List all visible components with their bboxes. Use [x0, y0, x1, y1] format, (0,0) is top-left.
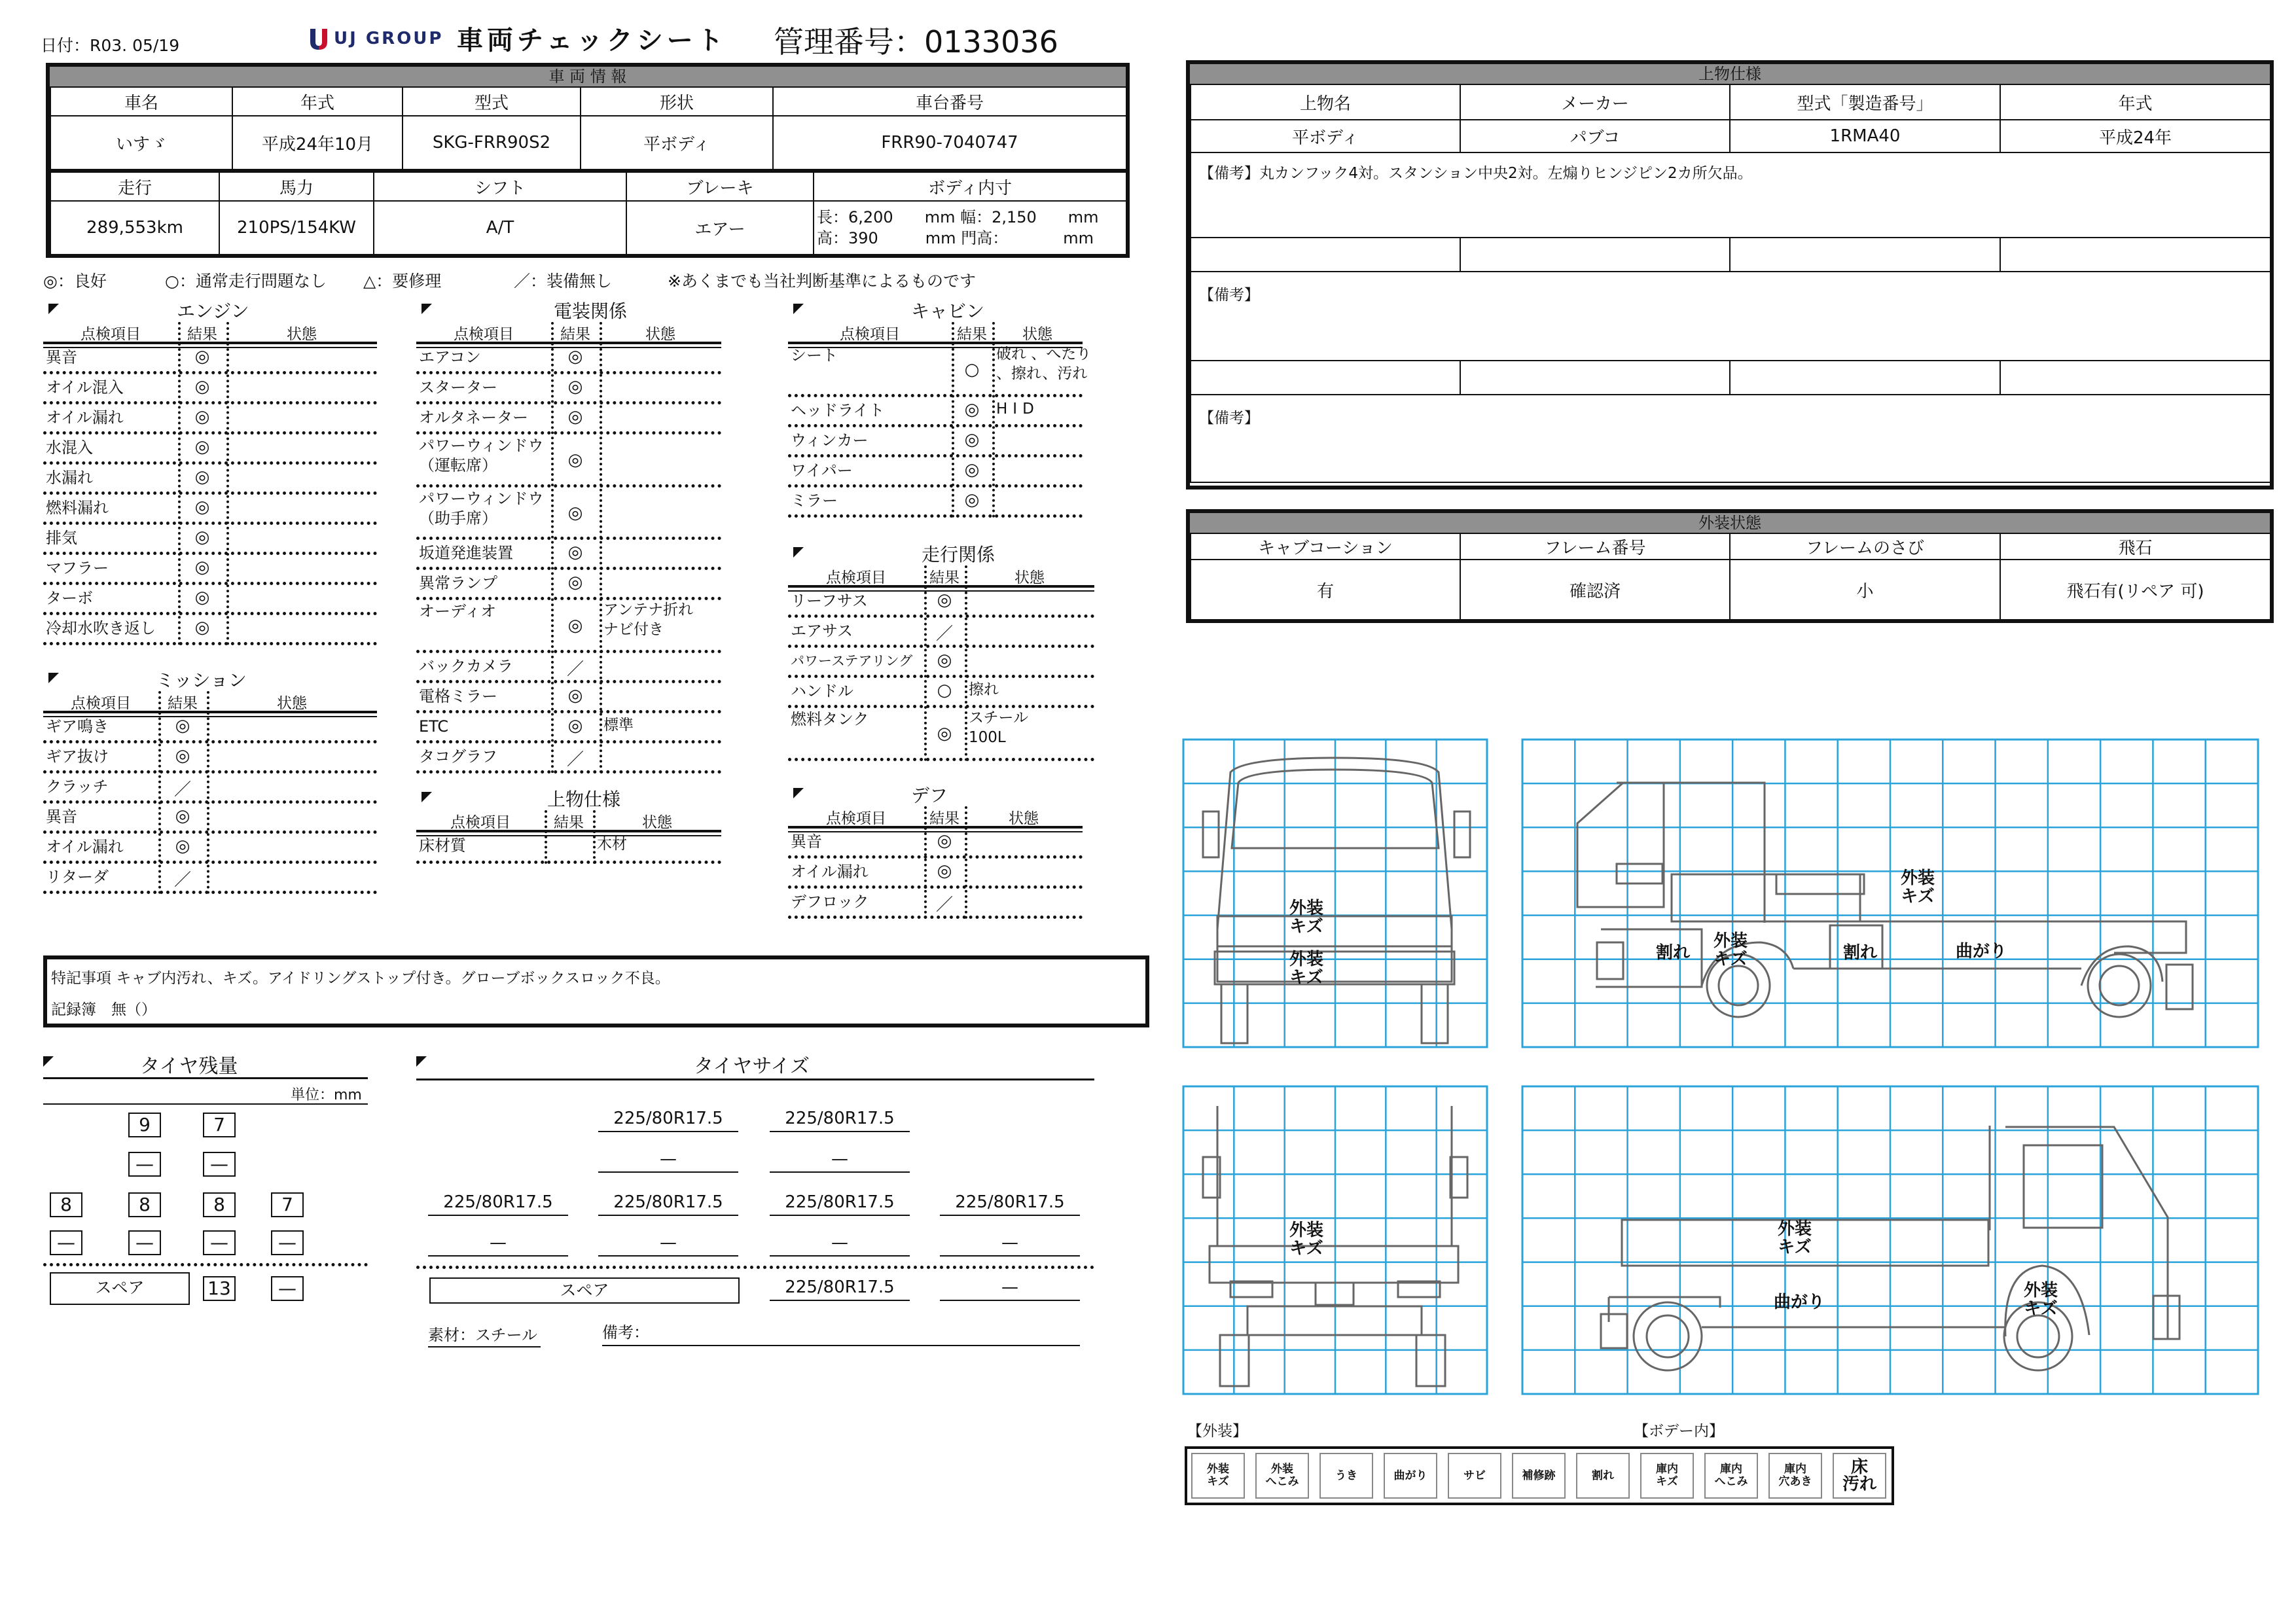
- tire-size-title: タイヤサイズ: [694, 1055, 810, 1078]
- check-item: オイル混入: [46, 378, 124, 397]
- tire-rear-2: 8: [128, 1192, 161, 1217]
- col-result: 結果: [187, 326, 217, 343]
- mileage: 289,553km: [50, 201, 219, 255]
- legend-item-label: 庫内 穴あき: [1768, 1453, 1822, 1499]
- col-item: 点検項目: [71, 695, 131, 712]
- check-item: ギア抜け: [46, 747, 109, 766]
- tire-material: 素材：スチール: [428, 1322, 541, 1347]
- legend-item-crack: [1571, 1448, 1635, 1504]
- col-cab-caution: キャブコーション: [1191, 533, 1460, 560]
- col-item: 点検項目: [826, 569, 886, 586]
- size-spare-sub: —: [940, 1277, 1080, 1301]
- upper-spec-title: 上物仕様: [1190, 64, 2270, 84]
- check-result: ／: [566, 659, 584, 679]
- check-item: 電格ミラー: [419, 687, 497, 705]
- size-spare-label: スペア: [429, 1277, 740, 1304]
- damage-mark: 外装 キズ: [1713, 931, 1748, 969]
- damage-mark: 曲がり: [1956, 942, 2007, 961]
- col-stone-chip: 飛石: [2000, 533, 2270, 560]
- legend-item-rust: [1443, 1448, 1507, 1504]
- upper_small-title: 上物仕様: [547, 789, 621, 810]
- legend-item-inner-dent: [1699, 1448, 1763, 1504]
- col-maker: メーカー: [1460, 84, 1730, 120]
- size-front-left-sub: —: [598, 1149, 738, 1173]
- check-result: ◎: [194, 347, 210, 366]
- legend-item-label: 曲がり: [1384, 1453, 1437, 1499]
- year: 平成24年10月: [232, 116, 403, 169]
- size-front-left: 225/80R17.5: [598, 1109, 738, 1132]
- frame-rust: 小: [1730, 560, 2000, 620]
- check-result: ◎: [567, 377, 583, 397]
- check-item: リターダ: [46, 868, 109, 886]
- engine-title: エンジン: [177, 300, 249, 322]
- check-result: ◎: [964, 490, 980, 510]
- check-item: ターボ: [46, 589, 93, 607]
- legend-item-label: サビ: [1448, 1453, 1501, 1499]
- check-result: ◎: [567, 616, 583, 636]
- chassis-number: FRR90-7040747: [773, 116, 1126, 169]
- tire-front-left: 9: [128, 1113, 161, 1137]
- upper-model: 1RMA40: [1730, 120, 2000, 152]
- upper-name: 平ボディ: [1191, 120, 1460, 152]
- check-item: オイル漏れ: [46, 408, 124, 427]
- check-item: 異音: [46, 348, 77, 366]
- tire-rear-2-sub: —: [128, 1230, 161, 1255]
- check-result: ○: [937, 681, 952, 700]
- check-result: ◎: [194, 437, 210, 457]
- check-result: ／: [935, 895, 953, 915]
- size-rear-4-sub: —: [940, 1233, 1080, 1257]
- check-item: バックカメラ: [419, 656, 513, 675]
- check-item: 坂道発進装置: [419, 544, 513, 562]
- col-model: 型式: [403, 87, 581, 116]
- col-result: 結果: [168, 695, 198, 712]
- body-dims-line2: 高：390 mm 門高： mm: [817, 229, 1094, 247]
- legend-item-label: 外装 へこみ: [1255, 1453, 1309, 1499]
- col-state: 状態: [287, 326, 317, 343]
- check-result: ◎: [194, 407, 210, 427]
- check-item: タコグラフ: [419, 747, 497, 766]
- check-result: ○: [964, 360, 980, 380]
- spare-remaining-sub: —: [271, 1276, 304, 1301]
- size-rear-4: 225/80R17.5: [940, 1192, 1080, 1216]
- vehicle-info-title: 車 両 情 報: [50, 67, 1126, 86]
- check-state: 標準: [603, 716, 634, 734]
- front-truck-outline: [1203, 758, 1470, 1043]
- check-item: リーフサス: [791, 592, 868, 610]
- size-rear-2-sub: —: [598, 1233, 738, 1257]
- col-brake: ブレーキ: [626, 172, 814, 201]
- check-item: パワーウィンドウ （運転席）: [419, 437, 544, 474]
- legend-item-label: 外装 キズ: [1191, 1453, 1245, 1499]
- check-item: 水混入: [46, 438, 93, 457]
- col-state: 状態: [645, 326, 675, 343]
- tire-rear-1-sub: —: [50, 1230, 82, 1255]
- col-state: 状態: [1014, 569, 1045, 586]
- check-item: クラッチ: [46, 777, 109, 796]
- running-title: 走行関係: [922, 544, 996, 565]
- check-item: 冷却水吹き返し: [46, 619, 156, 637]
- tire-front-right-sub: —: [203, 1152, 236, 1177]
- check-state: スチール 100L: [969, 709, 1029, 746]
- date-label: 日付：R03. 05/19: [41, 36, 180, 55]
- check-result: ◎: [567, 685, 583, 705]
- right-side-grid: [1522, 1086, 2258, 1394]
- legend-item-label: うき: [1319, 1453, 1373, 1499]
- col-chassis: 車台番号: [773, 87, 1126, 116]
- legend-item-inner-hole: [1763, 1448, 1827, 1504]
- check-state: HID: [996, 400, 1039, 418]
- size-rear-1: 225/80R17.5: [428, 1192, 568, 1216]
- upper-year: 平成24年: [2000, 120, 2270, 152]
- check-item: スターター: [419, 378, 497, 397]
- size-rear-2: 225/80R17.5: [598, 1192, 738, 1216]
- check-result: ◎: [175, 716, 190, 736]
- maker: パブコ: [1460, 120, 1730, 152]
- tire-rear-3-sub: —: [203, 1230, 236, 1255]
- logo-text: UJ GROUP: [334, 29, 444, 48]
- legend-good: ◎：良好: [43, 272, 107, 291]
- check-item: 異音: [791, 832, 822, 851]
- upper-remark-2: 【備考】: [1191, 272, 2270, 361]
- tire-rear-3: 8: [203, 1192, 236, 1217]
- check-result: ／: [935, 624, 953, 644]
- upper-remark-3: 【備考】: [1191, 395, 2270, 482]
- check-item: デフロック: [791, 893, 869, 911]
- check-item: 排気: [46, 529, 77, 547]
- check-item: エアサス: [791, 622, 853, 640]
- legend-item-label: 割れ: [1576, 1453, 1630, 1499]
- check-result: ◎: [175, 836, 190, 856]
- col-mileage: 走行: [50, 172, 219, 201]
- check-result: ◎: [194, 377, 210, 397]
- check-result: ◎: [937, 861, 952, 881]
- check-item: ワイパー: [791, 461, 853, 480]
- col-item: 点検項目: [81, 326, 141, 343]
- col-item: 点検項目: [840, 326, 900, 343]
- check-result: ◎: [567, 450, 583, 471]
- check-item: パワーウィンドウ （助手席）: [419, 489, 544, 527]
- check-result: ◎: [937, 651, 952, 670]
- col-item: 点検項目: [454, 326, 514, 343]
- col-item: 点検項目: [450, 814, 511, 831]
- col-result: 結果: [929, 569, 960, 586]
- body-dims-line1: 長：6,200 mm 幅：2,150 mm: [817, 208, 1099, 226]
- check-result: ◎: [194, 588, 210, 607]
- legend-item-label: 補修跡: [1512, 1453, 1566, 1499]
- upper-remark-1: 【備考】丸カンフック4対。スタンション中央2対。左煽りヒンジピン2カ所欠品。: [1191, 152, 2270, 238]
- check-result: ◎: [567, 503, 583, 523]
- record-book: 記録簿 無（）: [51, 1001, 156, 1018]
- col-frame-rust: フレームのさび: [1730, 533, 2000, 560]
- tire-rear-4: 7: [271, 1192, 304, 1217]
- damage-mark: 曲がり: [1774, 1293, 1825, 1312]
- check-result: ◎: [937, 831, 952, 851]
- legend-body-label: 【ボデー内】: [1634, 1423, 1724, 1440]
- legend-none: ／：装備無し: [514, 272, 613, 291]
- check-result: ◎: [194, 618, 210, 637]
- col-state: 状態: [642, 814, 672, 831]
- shift: A/T: [374, 201, 626, 255]
- col-item: 点検項目: [826, 810, 886, 827]
- electrical-title: 電装関係: [554, 300, 628, 322]
- check-result: ／: [566, 749, 584, 770]
- power: 210PS/154KW: [219, 201, 374, 255]
- check-result: ◎: [175, 806, 190, 826]
- check-result: ／: [173, 870, 191, 890]
- check-item: オルタネーター: [419, 408, 529, 427]
- col-car-name: 車名: [50, 87, 232, 116]
- tire-remarks: 備考：: [602, 1319, 1080, 1346]
- check-result: ◎: [194, 558, 210, 577]
- damage-mark: 外装 キズ: [1289, 1221, 1324, 1258]
- damage-mark: 割れ: [1656, 943, 1691, 963]
- check-result: ／: [173, 780, 191, 800]
- check-item: 異常ランプ: [419, 574, 497, 592]
- check-item: ギア鳴き: [46, 717, 109, 736]
- check-result: ◎: [964, 399, 980, 419]
- model: SKG-FRR90S2: [403, 116, 581, 169]
- check-item: ETC: [419, 717, 449, 736]
- check-item: オーディオ: [419, 602, 497, 620]
- unit-label: 単位：mm: [291, 1087, 362, 1103]
- check-item: 異音: [46, 808, 77, 826]
- check-item: 燃料漏れ: [46, 499, 109, 517]
- brake: エアー: [626, 201, 814, 255]
- exterior-title: 外装状態: [1190, 513, 2270, 533]
- shape: 平ボディ: [581, 116, 773, 169]
- size-front-right: 225/80R17.5: [770, 1109, 910, 1132]
- check-result: ◎: [567, 715, 583, 736]
- legend-item-lift: [1314, 1448, 1378, 1504]
- col-result: 結果: [929, 810, 960, 827]
- spare-remaining: 13: [203, 1276, 236, 1301]
- size-front-right-sub: —: [770, 1149, 910, 1173]
- damage-mark: 外装 キズ: [1289, 899, 1324, 936]
- check-item: ヘッドライト: [791, 401, 885, 419]
- col-upper-model: 型式「製造番号」: [1730, 84, 2000, 120]
- size-spare: 225/80R17.5: [770, 1277, 910, 1301]
- damage-mark: 外装 キズ: [1778, 1219, 1812, 1257]
- legend-item-scratch: [1186, 1448, 1250, 1504]
- check-result: ◎: [567, 573, 583, 592]
- tire-rear-1: 8: [50, 1192, 82, 1217]
- legend-item-dent: [1250, 1448, 1314, 1504]
- size-rear-3-sub: —: [770, 1233, 910, 1257]
- tire-rear-4-sub: —: [271, 1230, 304, 1255]
- check-result: ◎: [937, 590, 952, 610]
- size-rear-3: 225/80R17.5: [770, 1192, 910, 1216]
- check-item: マフラー: [46, 559, 109, 577]
- col-upper-name: 上物名: [1191, 84, 1460, 120]
- legend-repair: △：要修理: [363, 272, 442, 291]
- rear-view-grid: [1183, 1086, 1487, 1394]
- check-result: ◎: [937, 724, 952, 744]
- check-item: エアコン: [419, 348, 481, 366]
- check-state: 破れ 、へたり 、擦れ、汚れ: [996, 346, 1092, 382]
- special-notes: 特記事項 キャブ内汚れ、キズ。アイドリングストップ付き。グローブボックスロック不良。: [51, 970, 670, 987]
- tire-remaining-title: タイヤ残量: [140, 1055, 238, 1078]
- check-result: ◎: [194, 527, 210, 547]
- col-body-dims: ボディ内寸: [814, 172, 1126, 201]
- col-frame-no: フレーム番号: [1460, 533, 1730, 560]
- legend-item-label: 庫内 キズ: [1640, 1453, 1694, 1499]
- check-item: ウィンカー: [791, 431, 869, 450]
- col-power: 馬力: [219, 172, 374, 201]
- damage-mark: 外装 キズ: [1289, 950, 1324, 988]
- check-item: パワーステアリング: [791, 653, 913, 669]
- check-result: ◎: [567, 543, 583, 562]
- check-result: ◎: [194, 467, 210, 487]
- col-result: 結果: [560, 326, 590, 343]
- legend-item-repair: [1507, 1448, 1571, 1504]
- col-shape: 形状: [581, 87, 773, 116]
- check-item: オイル漏れ: [791, 863, 869, 881]
- check-result: ◎: [964, 429, 980, 450]
- legend-item-bend: [1378, 1448, 1443, 1504]
- control-number: 管理番号：0133036: [774, 24, 1058, 60]
- car-name: いすゞ: [50, 116, 232, 169]
- legend-item-floor-dirt: [1827, 1448, 1892, 1504]
- check-item: 床材質: [419, 836, 466, 855]
- cabin-title: キャビン: [911, 300, 985, 322]
- col-state: 状態: [277, 695, 307, 712]
- damage-mark: 外装 キズ: [1901, 868, 1935, 906]
- page-title: 車両チェックシート: [457, 26, 727, 56]
- col-state: 状態: [1009, 810, 1039, 827]
- check-result: ◎: [964, 459, 980, 480]
- damage-mark: 外装 キズ: [2024, 1281, 2058, 1319]
- col-state: 状態: [1022, 326, 1052, 343]
- check-result: ◎: [194, 497, 210, 517]
- check-item: 燃料タンク: [791, 710, 869, 728]
- legend-item-inner-scratch: [1635, 1448, 1699, 1504]
- col-result: 結果: [554, 814, 584, 831]
- legend-ok: ○：通常走行問題なし: [165, 272, 327, 291]
- check-result: ◎: [175, 746, 190, 766]
- tire-front-right: 7: [203, 1113, 236, 1137]
- check-item: ミラー: [791, 491, 838, 510]
- check-state: 木材: [597, 836, 627, 853]
- col-result: 結果: [957, 326, 987, 343]
- spare-label: スペア: [50, 1272, 190, 1305]
- col-shift: シフト: [374, 172, 626, 201]
- check-state: アンテナ折れ ナビ付き: [603, 601, 694, 638]
- tire-front-left-sub: —: [128, 1152, 161, 1177]
- diff-title: デフ: [911, 785, 948, 806]
- check-result: ◎: [567, 347, 583, 366]
- col-upper-year: 年式: [2000, 84, 2270, 120]
- stone-chip: 飛石有(リペア 可): [2000, 560, 2270, 620]
- check-state: 擦れ: [969, 681, 999, 698]
- check-result: ◎: [567, 407, 583, 427]
- legend-exterior-label: 【外装】: [1187, 1423, 1247, 1440]
- check-item: シート: [791, 346, 838, 365]
- damage-mark: 割れ: [1843, 943, 1878, 963]
- size-rear-1-sub: —: [428, 1233, 568, 1257]
- col-year: 年式: [232, 87, 403, 116]
- check-item: 水漏れ: [46, 469, 93, 487]
- legend-disclaimer: ※あくまでも当社判断基準によるものです: [668, 272, 976, 291]
- legend-item-label: 庫内 へこみ: [1704, 1453, 1758, 1499]
- frame-no: 確認済: [1460, 560, 1730, 620]
- legend-item-label: 床 汚れ: [1833, 1453, 1886, 1499]
- check-item: オイル漏れ: [46, 838, 124, 856]
- mission-title: ミッション: [156, 669, 247, 691]
- check-item: ハンドル: [791, 682, 853, 700]
- cab-caution: 有: [1191, 560, 1460, 620]
